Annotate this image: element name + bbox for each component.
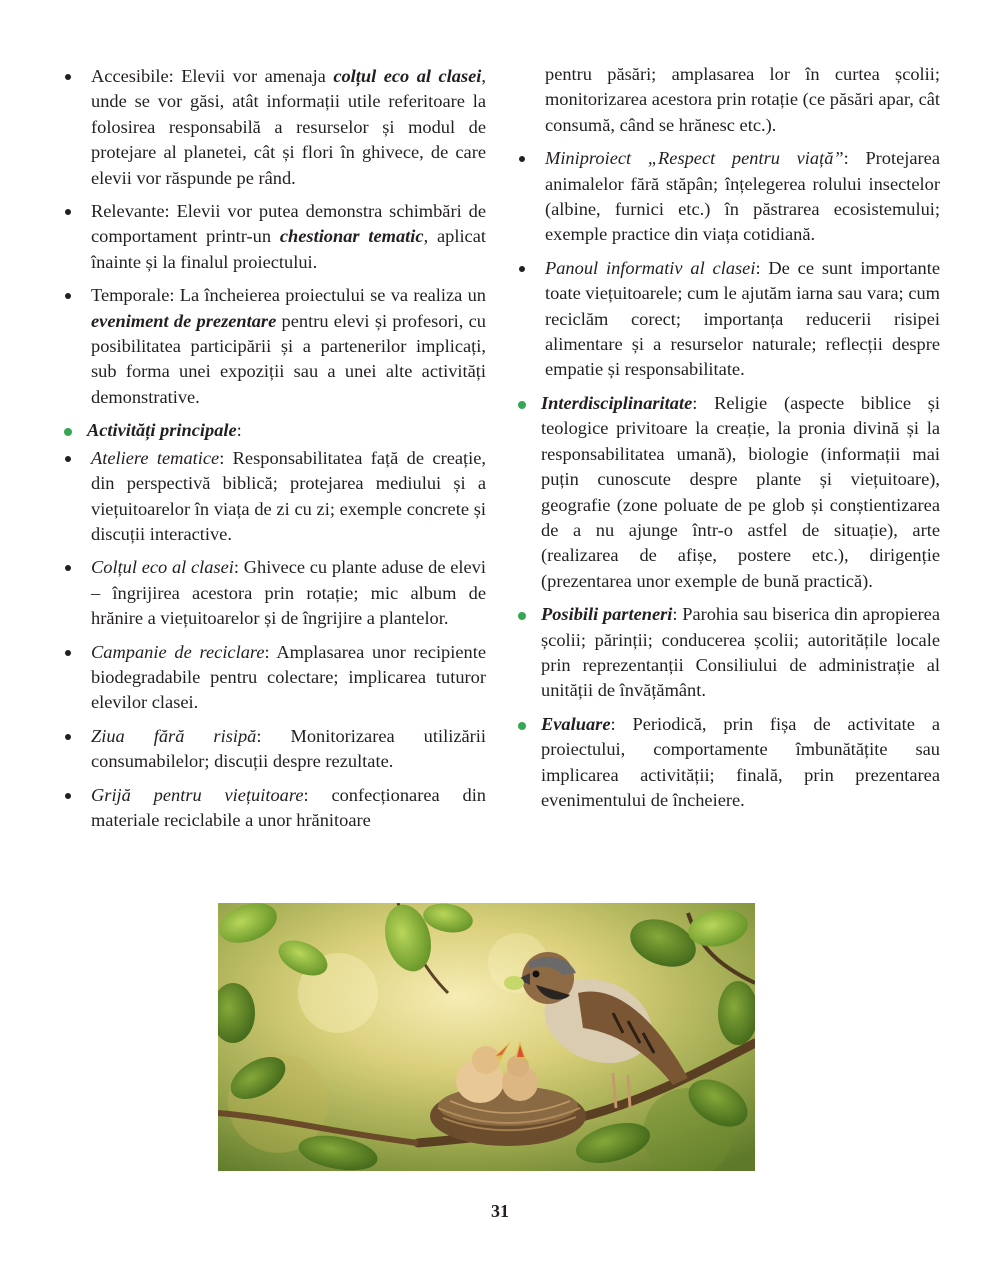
list-item: Temporale: La încheierea proiectului se va realiza un eveniment de prezentare pentru elevi și profesori, cu posibilitatea participării și a partenerilor implicați, sub forma unei expoziții sau a unei alte activități demonstrative.: [62, 283, 486, 410]
section-evaluation: Evaluare: Periodică, prin fișa de activitate a proiectului, comportamente îmbunătățite sau implicarea activității; finală, prin prezentarea evenimentului de încheiere.: [516, 712, 940, 814]
bullet-dot: [519, 266, 525, 272]
list-item: Grijă pentru viețuitoare: confecționarea din materiale reciclabile a unor hrănitoare: [62, 783, 486, 834]
green-bullet-dot: [518, 612, 526, 620]
smart-objectives-list: [62, 64, 486, 410]
bullet-dot: [65, 456, 71, 462]
page-number: 31: [491, 1201, 509, 1221]
bullet-dot: [65, 209, 71, 215]
bullet-dot: [65, 650, 71, 656]
list-item: Relevante: Elevii vor putea demonstra schimbări de comportament printr-un chestionar tematic, aplicat înainte și la finalul proiectului.: [62, 199, 486, 275]
green-bullet-dot: [518, 401, 526, 409]
activities-list: [62, 446, 486, 834]
list-item: Campanie de reciclare: Amplasarea unor recipiente biodegradabile pentru colectare; implicarea tuturor elevilor clasei.: [62, 640, 486, 716]
bullet-dot: [65, 793, 71, 799]
section-main-activities: Activități principale: Ateliere tematice: Responsabilitatea față de creație, din perspectivă biblică; protejarea mediului și a viețuitoarelor în viața de zi cu zi; exemple concrete și discuții interactive. Colțul eco al clasei: Ghivece cu plante aduse de elevi – îngrijirea acestora prin rotație; mic album de hrănire a viețuitoarelor și de îngrijire a plantelor. Campanie de reciclare: Amplasarea unor recipiente biodegradabile pentru colectare; implicarea tuturor elevilor clasei. Ziua fără risipă: Monitorizarea utilizării consumabilelor; discuții despre rezultate. Grijă pentru viețuitoare: confecționarea din materiale reciclabile a unor hrănitoare: [62, 418, 486, 833]
section-heading: Activități principale: [87, 420, 237, 441]
list-item: Ziua fără risipă: Monitorizarea utilizării consumabilelor; discuții despre rezultate.: [62, 724, 486, 775]
bullet-dot: [519, 156, 525, 162]
left-column: [62, 62, 486, 841]
list-item: Panoul informativ al clasei: De ce sunt importante toate viețuitoarele; cum le ajutăm iarna sau vara; cum reciclăm corect; importanța reducerii risipei alimentare și a resurselor naturale; reflecții despre empatie și responsabilitate.: [516, 256, 940, 383]
list-item: Miniproiect „Respect pentru viață”: Protejarea animalelor fără stăpân; înțelegerea rolului insectelor (albine, furnici etc.) în păstrarea ecosistemului; exemple practice din viața cotidiană.: [516, 146, 940, 248]
bullet-dot: [65, 293, 71, 299]
bullet-dot: [65, 74, 71, 80]
sparrow-nest-photo: [218, 903, 755, 1171]
green-bullet-dot: [518, 722, 526, 730]
section-interdisciplinarity: Interdisciplinaritate: Religie (aspecte biblice și teologice privitoare la creație, la pronia divină și la responsabilitatea umană), biologie (informații mai puțin cunoscute despre plante și viețuitoare), geografie (zone poluate de pe glob și conștientizarea de a nu ajunge într-o astfel de situație), arte (realizarea de afișe, postere etc.), dirigenție (prezentarea unor exemple de bună practică).: [516, 391, 940, 594]
activities-list-continued: [516, 146, 940, 383]
bullet-dot: [65, 565, 71, 571]
bullet-dot: [65, 734, 71, 740]
green-bullet-dot: [64, 428, 72, 436]
right-column: [516, 62, 940, 821]
list-item: Colțul eco al clasei: Ghivece cu plante aduse de elevi – îngrijirea acestora prin rotație; mic album de hrănire a viețuitoarelor și de îngrijire a plantelor.: [62, 555, 486, 631]
sparrow-nest-illustration: [218, 903, 755, 1171]
continued-text: pentru păsări; amplasarea lor în curtea școlii; monitorizarea acestora prin rotație (ce păsări apar, cât consumă, când se hrănesc etc.).: [545, 64, 940, 135]
section-partners: Posibili parteneri: Parohia sau biserica din apropierea școlii; părinții; conducerea școlii; autoritățile locale prin reprezentanții Consiliului de administrație al unității de învățământ.: [516, 602, 940, 704]
list-item: Accesibile: Elevii vor amenaja colțul eco al clasei, unde se vor găsi, atât informații utile referitoare la folosirea responsabilă a resurselor și modul de protejare al planetei, cât și flori în ghivece, de care elevii vor răspunde pe rând.: [62, 64, 486, 191]
list-item: Ateliere tematice: Responsabilitatea față de creație, din perspectivă biblică; protejarea mediului și a viețuitoarelor în viața de zi cu zi; exemple concrete și discuții interactive.: [62, 446, 486, 548]
